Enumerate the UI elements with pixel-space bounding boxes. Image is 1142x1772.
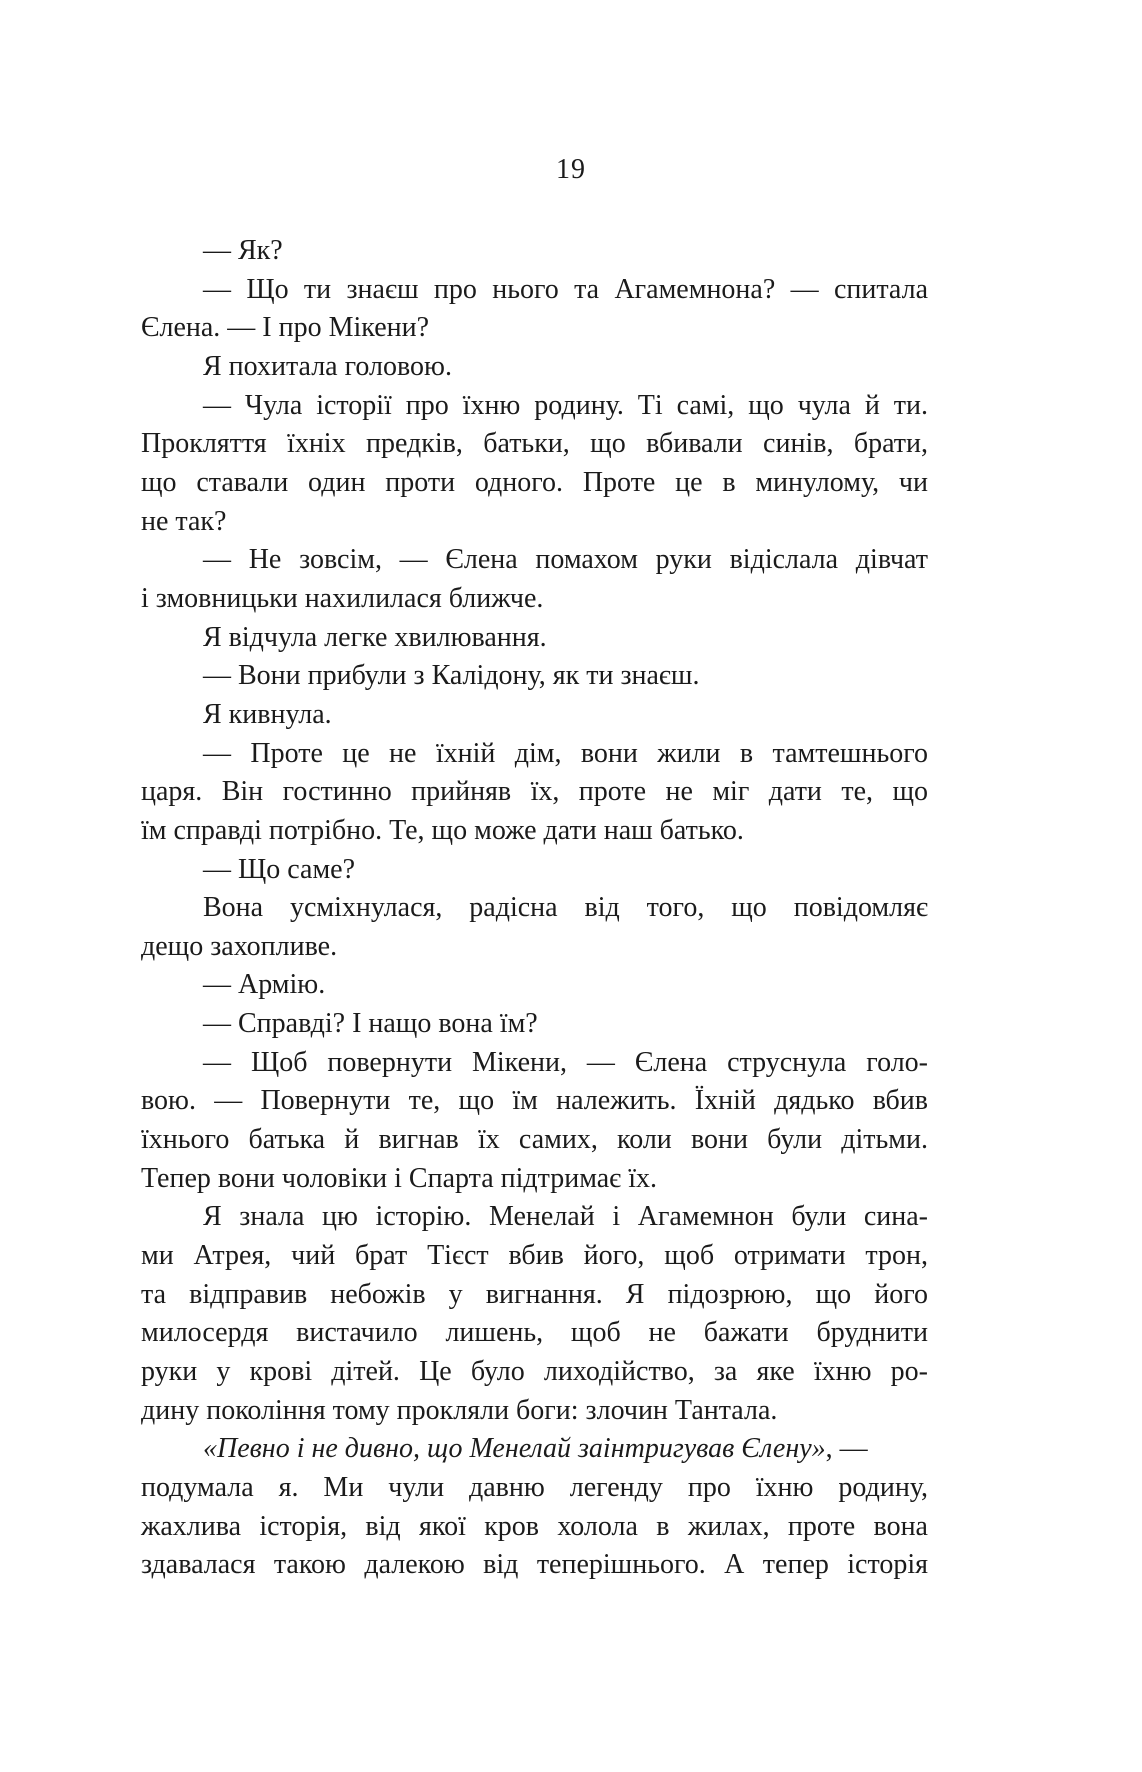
text-line: здавалася такою далекою від теперішнього. А тепер історія	[141, 1549, 928, 1581]
text-line: — Проте це не їхній дім, вони жили в тамтешнього	[203, 737, 928, 769]
text-line: вою. — Повернути те, що їм належить. Їхній дядько вбив	[141, 1085, 928, 1117]
text-line: — Не зовсім, — Єлена помахом руки відіслала дівчат	[203, 544, 928, 576]
quote-tail: , —	[825, 1433, 868, 1465]
text-line: Єлена. — І про Мікени?	[141, 312, 430, 344]
text-line: — Армію.	[203, 969, 326, 1001]
text-line: та відправив небожів у вигнання. Я підозрюю, що його	[141, 1278, 928, 1310]
text-line: подумала я. Ми чули давню легенду про їхню родину,	[141, 1472, 928, 1503]
page-number: 19	[556, 154, 586, 185]
text-line: Я відчула легке хвилювання.	[203, 621, 547, 653]
text-line: — Що ти знаєш про нього та Агамемнона? — спитала	[203, 273, 928, 305]
text-line-italic-quote	[141, 1430, 928, 1469]
text-line: їм справді потрібно. Те, що може дати наш батько.	[141, 814, 744, 846]
text-line: дещо захопливе.	[141, 930, 338, 962]
text-line: Тепер вони чоловіки і Спарта підтримає їх.	[141, 1162, 657, 1194]
body-text	[141, 232, 928, 1585]
text-line: що ставали один проти одного. Проте це в минулому, чи	[141, 466, 928, 498]
text-line: — Вони прибули з Калідону, як ти знаєш.	[203, 660, 700, 692]
text-line: — Як?	[203, 235, 283, 266]
text-line: не так?	[141, 505, 227, 537]
text-line: дину покоління тому прокляли боги: злочин Тантала.	[141, 1394, 778, 1426]
text-line: Я кивнула.	[203, 698, 332, 730]
text-line: їхнього батька й вигнав їх самих, коли вони були дітьми.	[141, 1124, 928, 1156]
text-line: — Що саме?	[203, 853, 356, 885]
text-line: милосердя вистачило лишень, щоб не бажати бруднити	[141, 1317, 928, 1349]
text-line: руки у крові дітей. Це було лиходійство, за яке їхню ро-	[141, 1356, 928, 1388]
text-line: — Справді? І нащо вона їм?	[203, 1008, 538, 1040]
text-line: Вона усміхнулася, радісна від того, що повідомляє	[203, 892, 928, 924]
text-line: — Щоб повернути Мікени, — Єлена струснула голо-	[203, 1046, 928, 1078]
text-line: — Чула історії про їхню родину. Ті самі, що чула й ти.	[203, 389, 928, 421]
italic-quote: «Певно і не дивно, що Менелай заінтригував Єлену»	[203, 1433, 826, 1465]
text-line: Я знала цю історію. Менелай і Агамемнон були сина-	[203, 1201, 928, 1233]
text-line: Прокляття їхніх предків, батьки, що вбивали синів, брати,	[141, 428, 928, 460]
text-line: і змовницьки нахилилася ближче.	[141, 582, 544, 614]
text-line: царя. Він гостинно прийняв їх, проте не міг дати те, що	[141, 776, 928, 808]
text-line: Я похитала головою.	[203, 350, 452, 382]
text-line: ми Атрея, чий брат Тієст вбив його, щоб отримати трон,	[141, 1240, 928, 1272]
text-line: жахлива історія, від якої кров холола в жилах, проте вона	[141, 1510, 928, 1542]
